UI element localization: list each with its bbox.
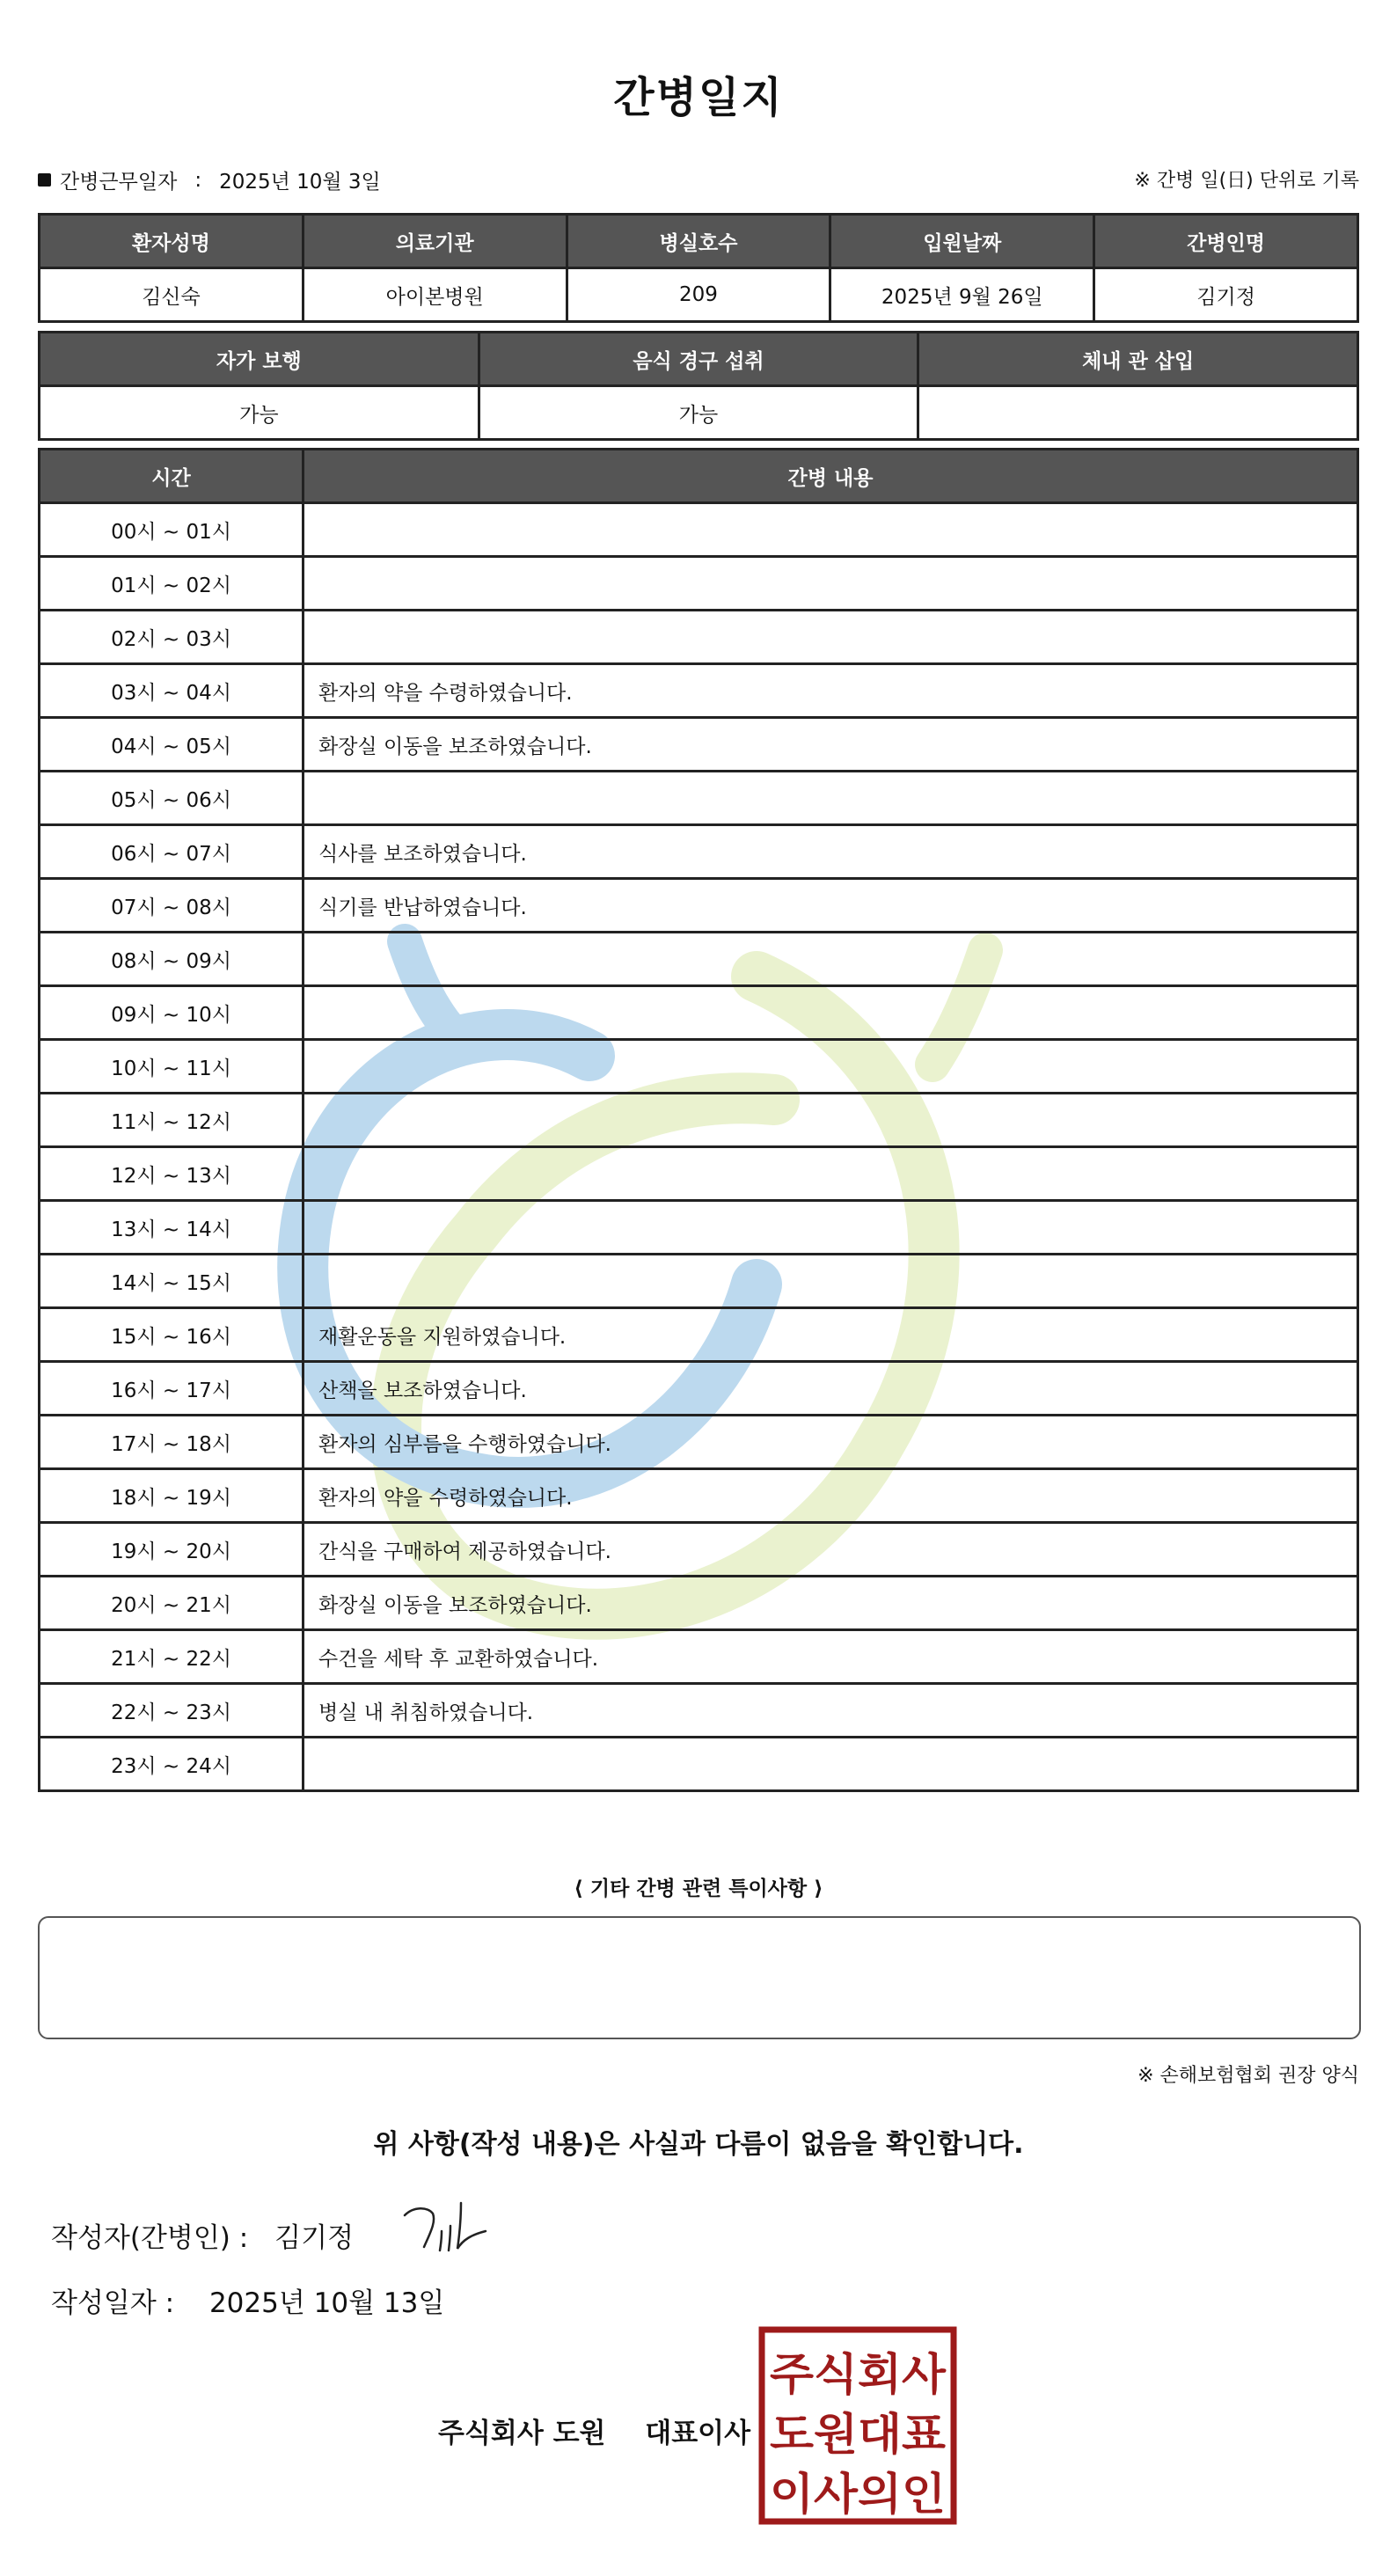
table-row xyxy=(40,772,1358,825)
oral-intake: 가능 xyxy=(479,386,918,440)
time-slot: 03시 ~ 04시 xyxy=(40,664,304,718)
caregiver-name: 김기정 xyxy=(1094,268,1358,322)
care-content xyxy=(304,611,1358,664)
svg-text:주식회사: 주식회사 xyxy=(770,2349,947,2400)
table-row xyxy=(40,1416,1358,1469)
header-hospital: 의료기관 xyxy=(303,215,567,268)
company-name: 주식회사 도원 xyxy=(438,2418,606,2449)
time-slot: 00시 ~ 01시 xyxy=(40,503,304,557)
care-content xyxy=(304,1040,1358,1094)
care-content xyxy=(304,772,1358,825)
table-row xyxy=(40,1308,1358,1362)
tube-insertion xyxy=(918,386,1358,440)
time-slot: 10시 ~ 11시 xyxy=(40,1040,304,1094)
care-content: 재활운동을 지원하였습니다. xyxy=(304,1308,1358,1362)
table-row xyxy=(40,611,1358,664)
work-date-label: 간병근무일자 xyxy=(60,171,178,194)
time-slot: 01시 ~ 02시 xyxy=(40,557,304,611)
bullet-square-icon xyxy=(38,173,51,187)
time-slot: 15시 ~ 16시 xyxy=(40,1308,304,1362)
writer-line xyxy=(51,2215,354,2255)
time-slot: 13시 ~ 14시 xyxy=(40,1201,304,1255)
header-patient-name: 환자성명 xyxy=(40,215,304,268)
table-row xyxy=(40,1738,1358,1791)
header-self-walking: 자가 보행 xyxy=(40,333,479,386)
care-content: 화장실 이동을 보조하였습니다. xyxy=(304,718,1358,772)
header-caregiver-name: 간병인명 xyxy=(1094,215,1358,268)
patient-name: 김신숙 xyxy=(40,268,304,322)
header-care-content: 간병 내용 xyxy=(304,450,1358,503)
table-row xyxy=(40,1040,1358,1094)
care-content xyxy=(304,557,1358,611)
table-row xyxy=(40,1523,1358,1577)
care-content xyxy=(304,986,1358,1040)
care-content: 환자의 심부름을 수행하였습니다. xyxy=(304,1416,1358,1469)
care-content: 산책을 보조하였습니다. xyxy=(304,1362,1358,1416)
hospital: 아이본병원 xyxy=(303,268,567,322)
time-slot: 16시 ~ 17시 xyxy=(40,1362,304,1416)
care-content: 간식을 구매하여 제공하였습니다. xyxy=(304,1523,1358,1577)
care-content xyxy=(304,933,1358,986)
time-slot: 17시 ~ 18시 xyxy=(40,1416,304,1469)
time-slot: 08시 ~ 09시 xyxy=(40,933,304,986)
table-row xyxy=(40,268,1358,322)
work-date-value: 2025년 10월 3일 xyxy=(219,171,381,194)
work-date-separator: : xyxy=(194,168,202,192)
time-slot: 22시 ~ 23시 xyxy=(40,1684,304,1738)
care-content: 식기를 반납하였습니다. xyxy=(304,879,1358,933)
table-row xyxy=(40,933,1358,986)
table-row xyxy=(40,1147,1358,1201)
table-row xyxy=(40,1362,1358,1416)
confirm-statement: 위 사항(작성 내용)은 사실과 다름이 없음을 확인합니다. xyxy=(373,2129,1024,2160)
time-slot: 05시 ~ 06시 xyxy=(40,772,304,825)
care-content xyxy=(304,1201,1358,1255)
unit-note: ※ 간병 일(日) 단위로 기록 xyxy=(1134,170,1359,192)
time-slot: 09시 ~ 10시 xyxy=(40,986,304,1040)
recommend-note: ※ 손해보험협회 권장 양식 xyxy=(1137,2065,1359,2087)
work-date xyxy=(38,165,381,194)
care-content: 식사를 보조하였습니다. xyxy=(304,825,1358,879)
ceo-title: 대표이사 xyxy=(645,2418,751,2449)
writer-label: 작성자(간병인) : xyxy=(51,2222,249,2254)
company-signature xyxy=(438,2411,750,2450)
care-content xyxy=(304,1738,1358,1791)
table-row xyxy=(40,1469,1358,1523)
header-room-number: 병실호수 xyxy=(567,215,830,268)
company-seal-stamp xyxy=(758,2326,957,2525)
table-row xyxy=(40,664,1358,718)
table-header-row xyxy=(40,333,1358,386)
room-number: 209 xyxy=(567,268,830,322)
table-row xyxy=(40,1201,1358,1255)
writer-name: 김기정 xyxy=(274,2222,355,2254)
written-date-label: 작성일자 : xyxy=(51,2287,175,2319)
time-slot: 20시 ~ 21시 xyxy=(40,1577,304,1630)
care-log-table xyxy=(38,448,1359,1792)
table-row xyxy=(40,386,1358,440)
table-row xyxy=(40,879,1358,933)
header-time: 시간 xyxy=(40,450,304,503)
care-content: 화장실 이동을 보조하였습니다. xyxy=(304,1577,1358,1630)
admission-date: 2025년 9월 26일 xyxy=(830,268,1094,322)
time-slot: 23시 ~ 24시 xyxy=(40,1738,304,1791)
time-slot: 18시 ~ 19시 xyxy=(40,1469,304,1523)
written-date-value: 2025년 10월 13일 xyxy=(208,2287,445,2319)
care-log-body xyxy=(40,503,1358,1791)
page-title: 간병일지 xyxy=(613,73,784,122)
remarks-title: ⟨ 기타 간병 관련 특이사항 ⟩ xyxy=(574,1877,823,1900)
time-slot: 04시 ~ 05시 xyxy=(40,718,304,772)
self-walking: 가능 xyxy=(40,386,479,440)
table-row xyxy=(40,1094,1358,1147)
svg-text:도원대표: 도원대표 xyxy=(770,2409,947,2460)
time-slot: 19시 ~ 20시 xyxy=(40,1523,304,1577)
handwritten-signature xyxy=(398,2196,494,2258)
table-row xyxy=(40,986,1358,1040)
care-content xyxy=(304,503,1358,557)
header-admission-date: 입원날짜 xyxy=(830,215,1094,268)
svg-text:이사의인: 이사의인 xyxy=(770,2469,946,2520)
time-slot: 02시 ~ 03시 xyxy=(40,611,304,664)
time-slot: 14시 ~ 15시 xyxy=(40,1255,304,1308)
table-row xyxy=(40,825,1358,879)
written-date-line xyxy=(51,2280,444,2320)
care-content xyxy=(304,1255,1358,1308)
table-header-row xyxy=(40,450,1358,503)
care-content: 환자의 약을 수령하였습니다. xyxy=(304,1469,1358,1523)
patient-info-table xyxy=(38,213,1359,323)
time-slot: 21시 ~ 22시 xyxy=(40,1630,304,1684)
table-row xyxy=(40,1630,1358,1684)
table-row xyxy=(40,1255,1358,1308)
table-row xyxy=(40,718,1358,772)
care-content xyxy=(304,1094,1358,1147)
care-content xyxy=(304,1147,1358,1201)
table-row xyxy=(40,1684,1358,1738)
remarks-box xyxy=(38,1916,1361,2039)
table-header-row xyxy=(40,215,1358,268)
care-content: 수건을 세탁 후 교환하였습니다. xyxy=(304,1630,1358,1684)
ability-table xyxy=(38,331,1359,441)
work-date-row xyxy=(38,165,1359,201)
care-content: 환자의 약을 수령하였습니다. xyxy=(304,664,1358,718)
header-oral-intake: 음식 경구 섭취 xyxy=(479,333,918,386)
care-content: 병실 내 취침하였습니다. xyxy=(304,1684,1358,1738)
table-row xyxy=(40,1577,1358,1630)
time-slot: 07시 ~ 08시 xyxy=(40,879,304,933)
time-slot: 12시 ~ 13시 xyxy=(40,1147,304,1201)
time-slot: 11시 ~ 12시 xyxy=(40,1094,304,1147)
table-row xyxy=(40,503,1358,557)
table-row xyxy=(40,557,1358,611)
time-slot: 06시 ~ 07시 xyxy=(40,825,304,879)
header-tube-insertion: 체내 관 삽입 xyxy=(918,333,1358,386)
